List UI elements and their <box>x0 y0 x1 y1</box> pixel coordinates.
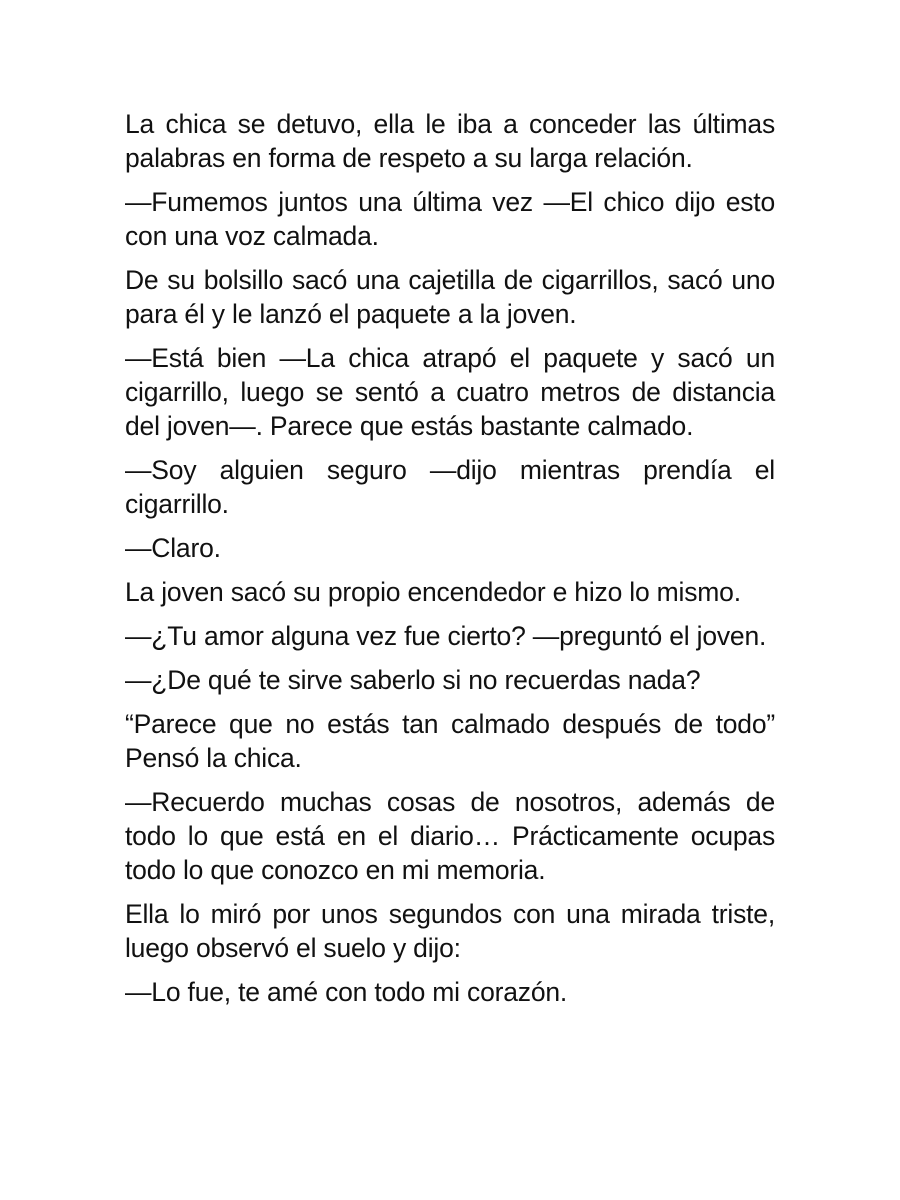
paragraph: Ella lo miró por unos segundos con una mirada triste, luego observó el suelo y dijo: <box>125 899 775 963</box>
paragraph: —Soy alguien seguro —dijo mientras prendía el cigarrillo. <box>125 455 775 519</box>
paragraph: —Claro. <box>125 533 221 563</box>
paragraph: —Fumemos juntos una última vez —El chico dijo esto con una voz calmada. <box>125 187 775 251</box>
paragraph: —Lo fue, te amé con todo mi corazón. <box>125 977 568 1007</box>
paragraph: —¿Tu amor alguna vez fue cierto? —preguntó el joven. <box>125 621 767 651</box>
paragraph: La joven sacó su propio encendedor e hizo lo mismo. <box>125 577 741 607</box>
paragraph: La chica se detuvo, ella le iba a conceder las últimas palabras en forma de respeto a su larga relación. <box>125 109 775 173</box>
paragraph: —Recuerdo muchas cosas de nosotros, además de todo lo que está en el diario… Prácticamente ocupas todo lo que conozco en mi memoria. <box>125 787 775 885</box>
document-page <box>125 107 775 1019</box>
paragraph: De su bolsillo sacó una cajetilla de cigarrillos, sacó uno para él y le lanzó el paquete a la joven. <box>125 265 775 329</box>
paragraph: “Parece que no estás tan calmado después de todo” Pensó la chica. <box>125 709 775 773</box>
paragraph: —¿De qué te sirve saberlo si no recuerdas nada? <box>125 665 701 695</box>
paragraph: —Está bien —La chica atrapó el paquete y sacó un cigarrillo, luego se sentó a cuatro metros de distancia del joven—. Parece que estás bastante calmado. <box>125 343 775 441</box>
